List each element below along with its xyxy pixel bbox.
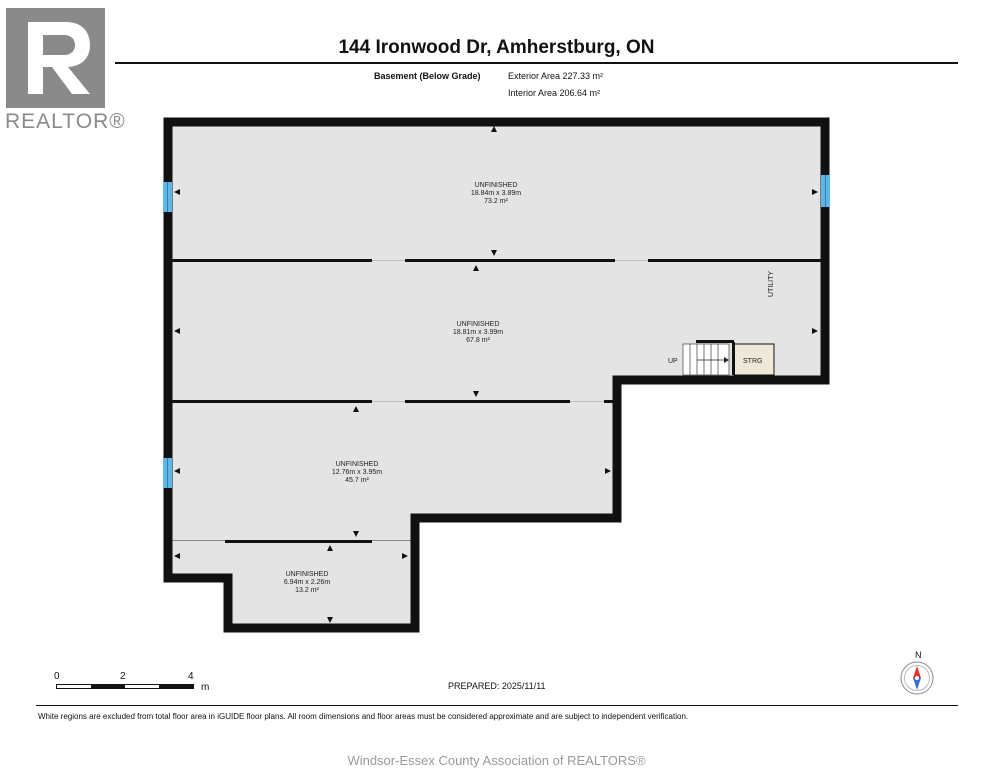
stairs (683, 340, 734, 375)
svg-text:UNFINISHED: UNFINISHED (335, 461, 379, 468)
scale-bar (56, 684, 194, 689)
scale-tick-0: 0 (54, 671, 60, 682)
svg-text:6.94m x 2.26m: 6.94m x 2.26m (283, 579, 331, 586)
svg-text:73.2 m²: 73.2 m² (484, 198, 508, 205)
interior-area: Interior Area 206.64 m² (508, 88, 601, 98)
floor-name: Basement (Below Grade) (374, 71, 481, 81)
association-footer: Windsor-Essex County Association of REALTORS® (347, 753, 646, 768)
svg-text:UNFINISHED: UNFINISHED (474, 182, 518, 189)
scale-tick-2: 2 (120, 671, 126, 682)
svg-text:N: N (915, 650, 922, 660)
scale-unit: m (201, 682, 210, 693)
scale-tick-4: 4 (188, 671, 194, 682)
svg-text:13.2 m²: 13.2 m² (295, 587, 319, 594)
stairs-up-label: UP (668, 358, 678, 365)
compass-icon (898, 650, 938, 696)
svg-text:18.84m x 3.89m: 18.84m x 3.89m (470, 190, 522, 197)
svg-text:18.81m x 3.99m: 18.81m x 3.99m (452, 329, 504, 336)
svg-text:UNFINISHED: UNFINISHED (456, 321, 500, 328)
svg-text:UNFINISHED: UNFINISHED (285, 571, 329, 578)
svg-text:67.8 m²: 67.8 m² (466, 337, 490, 344)
svg-text:12.76m x 3.95m: 12.76m x 3.95m (331, 469, 383, 476)
svg-text:45.7 m²: 45.7 m² (345, 477, 369, 484)
disclaimer-text: White regions are excluded from total floor area in iGUIDE floor plans. All room dimensions and floor areas must be considered approximate and are subject to independent verification. (38, 712, 689, 721)
storage-label: STRG (743, 358, 763, 365)
property-address-title: 144 Ironwood Dr, Amherstburg, ON (338, 37, 655, 58)
utility-label: UTILITY (768, 270, 775, 297)
prepared-date: PREPARED: 2025/11/11 (448, 681, 546, 691)
realtor-wordmark: REALTOR® (5, 110, 126, 133)
footer-divider (36, 705, 958, 706)
exterior-area: Exterior Area 227.33 m² (508, 71, 604, 81)
